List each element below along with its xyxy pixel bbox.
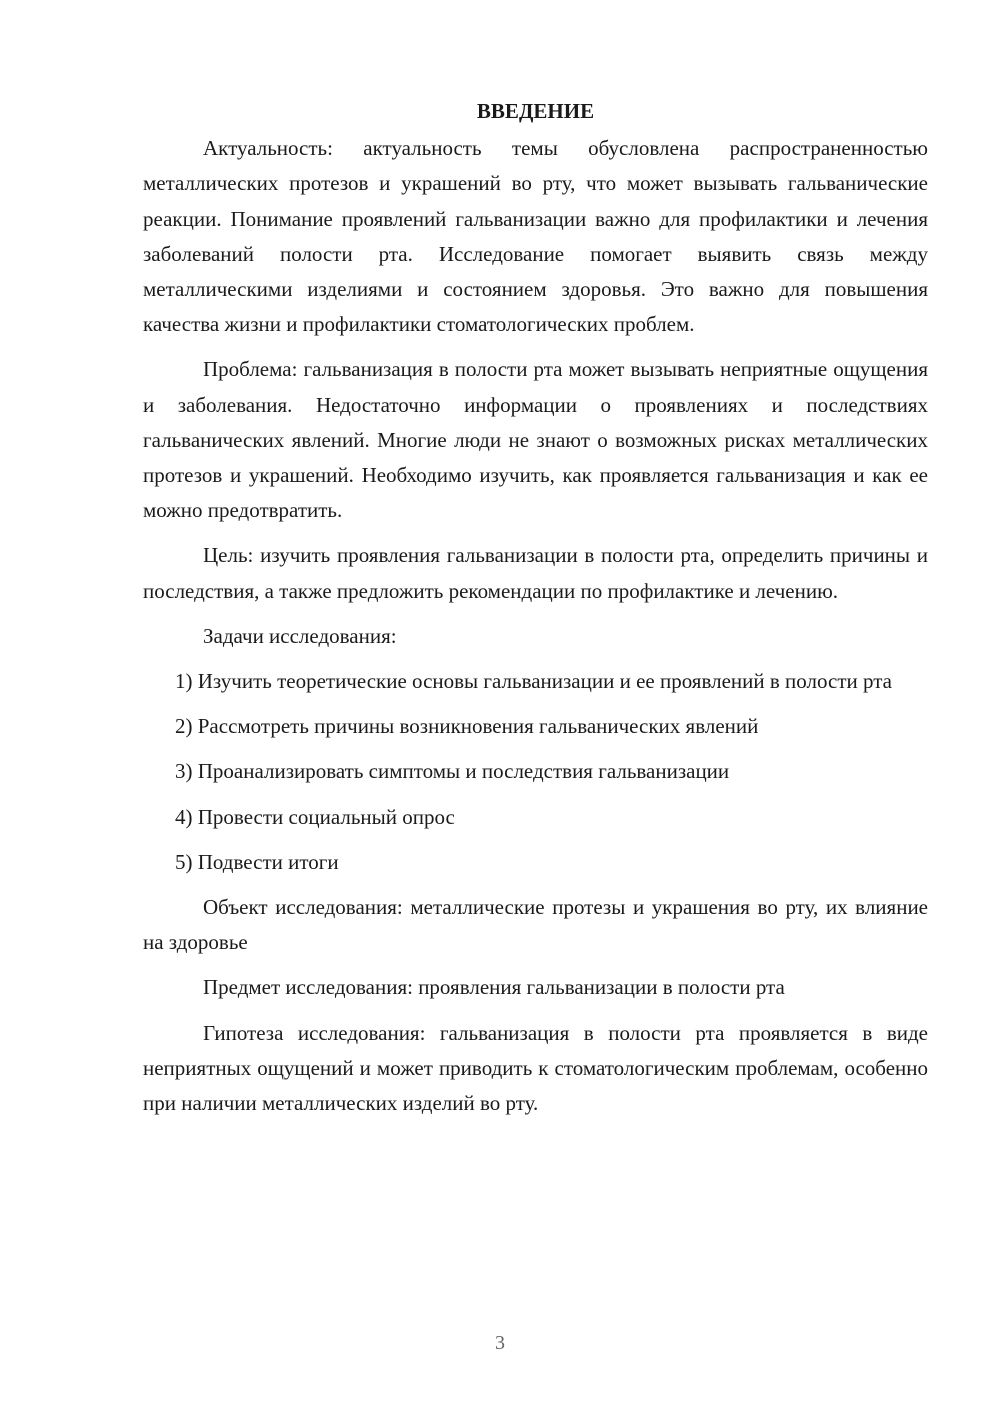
list-item: 3) Проанализировать симптомы и последствия гальванизации xyxy=(175,759,730,784)
task-list xyxy=(143,664,928,880)
paragraph-problem: Проблема: гальванизация в полости рта может вызывать неприятные ощущения и заболевания. Недостаточно информации о проявлениях и последствиях гальванических явлений. Многие люди не знают о возможных рисках металлических протезов и украшений. Необходимо изучить, как проявляется гальванизация и как ее можно предотвратить. xyxy=(143,357,928,523)
paragraph-relevance: Актуальность: актуальность темы обусловлена распространенностью металлических протезов и украшений во рту, что может вызывать гальванические реакции. Понимание проявлений гальванизации важно для профилактики и лечения заболеваний полости рта. Исследование помогает выявить связь между металлическими изделиями и состоянием здоровья. Это важно для повышения качества жизни и профилактики стоматологических проблем. xyxy=(143,136,928,337)
document-page xyxy=(143,94,928,1131)
list-item: 2) Рассмотреть причины возникновения гальванических явлений xyxy=(175,714,759,739)
list-item: 1) Изучить теоретические основы гальванизации и ее проявлений в полости рта xyxy=(175,669,892,694)
list-item: 5) Подвести итоги xyxy=(175,849,339,874)
paragraph-hypothesis: Гипотеза исследования: гальванизация в полости рта проявляется в виде неприятных ощущений и может приводить к стоматологическим проблемам, особенно при наличии металлических изделий во рту. xyxy=(143,1020,928,1116)
paragraph-subject: Предмет исследования: проявления гальванизации в полости рта xyxy=(203,975,785,1000)
list-item: 4) Провести социальный опрос xyxy=(175,804,455,829)
paragraph-goal: Цель: изучить проявления гальванизации в полости рта, определить причины и последствия, а также предложить рекомендации по профилактике и лечению. xyxy=(143,543,928,603)
section-title: ВВЕДЕНИЕ xyxy=(476,99,595,123)
paragraph-object: Объект исследования: металлические протезы и украшения во рту, их влияние на здоровье xyxy=(143,895,928,955)
page-number: 3 xyxy=(495,1332,505,1354)
paragraph-tasks-heading: Задачи исследования: xyxy=(203,623,397,648)
